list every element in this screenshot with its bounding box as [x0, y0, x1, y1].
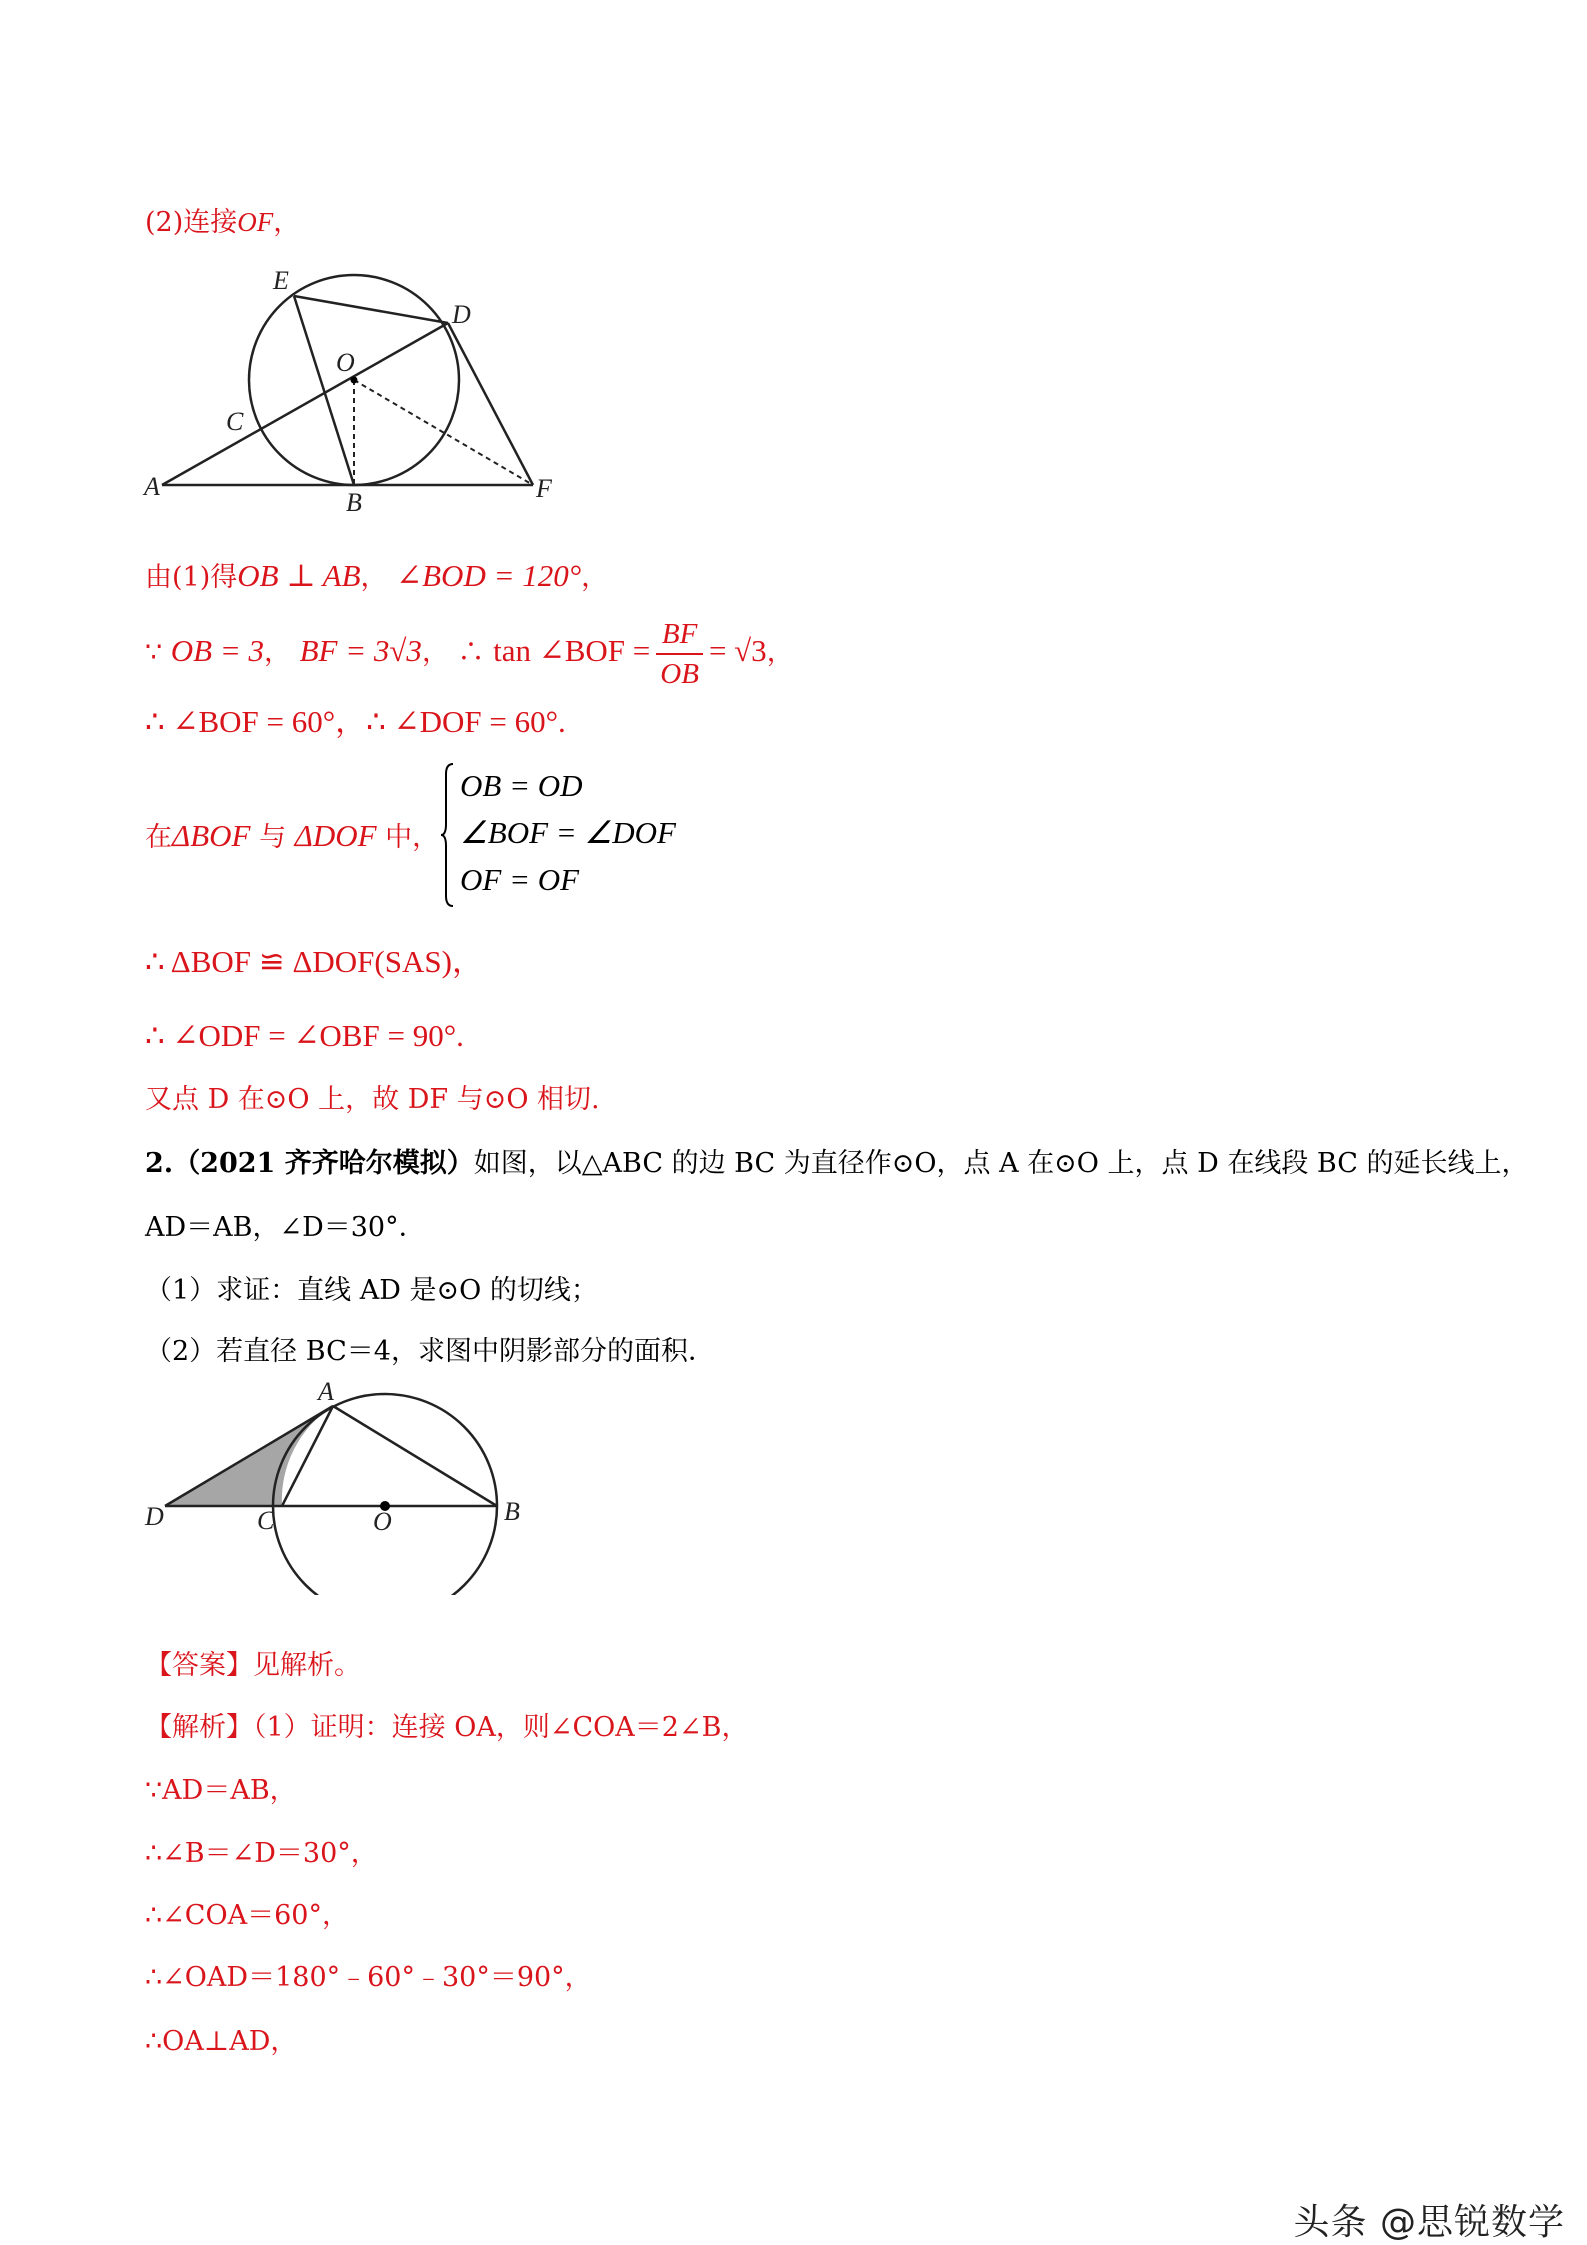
step-4	[145, 818, 439, 856]
segment-ab	[333, 1406, 497, 1506]
problem-2-text: 如图，以△ABC 的边 BC 为直径作⊙O，点 A 在⊙O 上，点 D 在线段 BC 的延长线上，	[473, 1148, 1529, 1179]
step4-triangle-dof: ΔDOF	[294, 818, 377, 853]
step1-end: ，	[581, 562, 609, 593]
step4-triangle-bof: ΔBOF	[172, 818, 251, 853]
system-row: ∠BOF = ∠DOF	[460, 815, 676, 850]
label-b: B	[346, 488, 362, 515]
answer-line: 【答案】见解析。	[145, 1650, 361, 1681]
part2-connect: (2)连接	[145, 207, 238, 238]
segment-df	[448, 323, 533, 485]
problem-2-line-2: AD＝AB，∠D＝30°．	[145, 1212, 426, 1243]
analysis-line: 【解析】（1）证明：连接 OA，则∠COA＝2∠B，	[145, 1712, 749, 1743]
step2-separator-1: ，	[264, 637, 292, 668]
step2-fraction	[656, 615, 703, 693]
step-7: 又点 D 在⊙O 上，故 DF 与⊙O 相切.	[145, 1084, 600, 1115]
step4-and: 与	[259, 822, 287, 853]
label-o-2: O	[373, 1507, 392, 1536]
part2-heading	[145, 204, 300, 241]
step-2	[145, 611, 794, 693]
step2-separator-2: ，	[421, 637, 449, 668]
fraction-numerator: BF	[656, 615, 703, 655]
step1-perpendicular: OB ⊥ AB	[237, 558, 361, 593]
figure-shaded-tangent	[140, 1380, 540, 1595]
step-5: ∴ ΔBOF ≌ ΔDOF(SAS)，	[145, 944, 483, 979]
problem-2-question-1: （1）求证：直线 AD 是⊙O 的切线；	[145, 1275, 598, 1306]
step-1	[145, 558, 608, 596]
step4-mid: 中，	[385, 822, 440, 853]
segment-ad	[162, 323, 448, 485]
step2-result: = √3	[708, 633, 767, 668]
step2-end: ，	[766, 637, 794, 668]
label-d-2: D	[145, 1502, 164, 1531]
segment-ed	[294, 296, 448, 323]
watermark: 头条 @思锐数学	[1293, 2202, 1565, 2243]
problem-2-number: 2.	[145, 1148, 174, 1179]
label-e: E	[273, 266, 289, 295]
label-c-2: C	[257, 1506, 275, 1535]
figure-circle-tangent	[140, 255, 580, 515]
step2-tan: tan ∠BOF =	[493, 633, 651, 668]
analysis-step-2: ∴∠B＝∠D＝30°，	[145, 1838, 378, 1869]
label-a: A	[144, 472, 160, 501]
step-6: ∴ ∠ODF = ∠OBF = 90°.	[145, 1018, 464, 1053]
step1-separator: ，	[360, 562, 388, 593]
congruence-system	[460, 762, 676, 903]
step1-angle-bod: ∠BOD = 120°	[396, 558, 582, 593]
label-f: F	[536, 474, 552, 503]
part2-of: OF	[237, 207, 274, 237]
problem-2-source: （2021 齐齐哈尔模拟）	[173, 1148, 474, 1179]
step2-bf: BF = 3√3	[299, 633, 422, 668]
step1-prefix: 由(1)得	[145, 562, 238, 593]
problem-2-question-2: （2）若直径 BC＝4，求图中阴影部分的面积．	[145, 1336, 715, 1367]
label-d: D	[452, 300, 471, 329]
problem-2-line-1	[145, 1146, 1529, 1182]
label-o: O	[336, 348, 355, 377]
label-c: C	[226, 407, 244, 436]
label-a-2: A	[318, 1380, 334, 1406]
part2-comma: ，	[273, 207, 301, 238]
fraction-denominator: OB	[660, 657, 699, 690]
analysis-step-1: ∵AD＝AB，	[145, 1775, 297, 1806]
system-row: OB = OD	[460, 768, 583, 803]
analysis-step-4: ∴∠OAD＝180°﹣60°﹣30°＝90°，	[145, 1962, 592, 1993]
system-brace	[440, 762, 454, 908]
step2-therefore: ∴	[457, 637, 485, 668]
step2-because: ∵	[145, 637, 163, 668]
system-row: OF = OF	[460, 862, 580, 897]
step4-prefix: 在	[145, 822, 172, 853]
analysis-step-5: ∴OA⊥AD，	[145, 2026, 298, 2057]
analysis-step-3: ∴∠COA＝60°，	[145, 1900, 349, 1931]
step2-ob: OB = 3	[170, 633, 265, 668]
segment-eb	[294, 296, 354, 485]
step-3: ∴ ∠BOF = 60°，∴ ∠DOF = 60°.	[145, 704, 566, 739]
label-b-2: B	[504, 1497, 520, 1526]
center-point-o	[351, 377, 358, 384]
